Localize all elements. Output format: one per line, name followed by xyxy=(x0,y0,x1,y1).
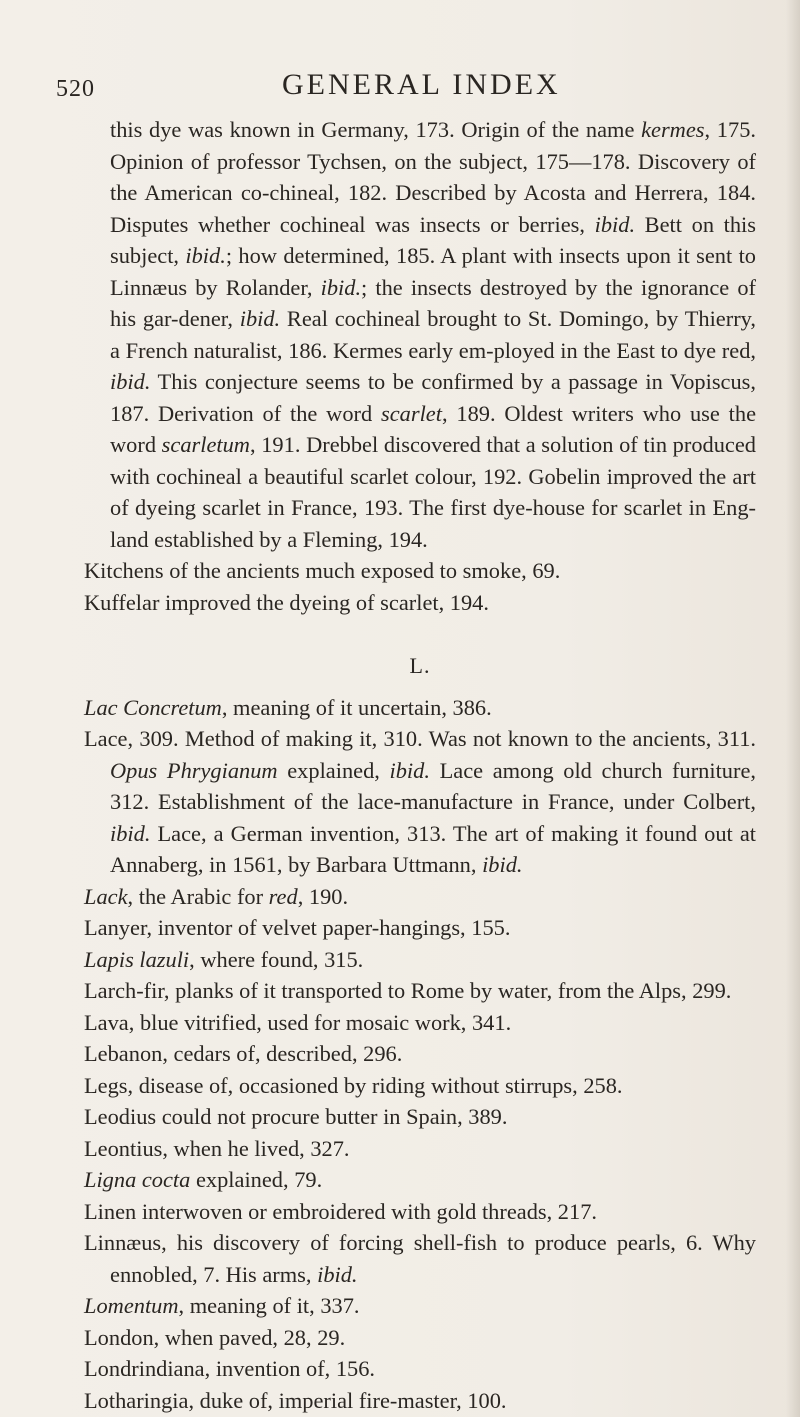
entry-italic-text: ibid. xyxy=(185,243,226,268)
entry-italic-text: ibid. xyxy=(320,274,362,300)
index-entry xyxy=(84,912,756,944)
entry-text: , 189. Oldest writers who use the word xyxy=(110,400,757,457)
index-entry xyxy=(84,1196,756,1228)
entry-text: , the Arabic for xyxy=(127,883,269,909)
index-entry xyxy=(84,1038,756,1070)
index-entry xyxy=(84,975,756,1007)
index-entry xyxy=(84,587,756,619)
entry-text: Bett on this subject, xyxy=(110,211,756,268)
entry-text: London, when paved, 28, 29. xyxy=(84,1324,346,1350)
entry-text: Lanyer, inventor of velvet paper-hangings, 155. xyxy=(84,915,511,940)
page-header xyxy=(56,68,746,112)
entry-italic-text: scarletum xyxy=(161,432,250,457)
entry-text: Leontius, when he lived, 327. xyxy=(84,1135,350,1161)
index-entry xyxy=(84,1227,756,1290)
index-entry xyxy=(84,555,756,587)
index-entry xyxy=(84,944,756,976)
index-section-k xyxy=(84,114,756,618)
entry-italic-text: ibid. xyxy=(594,211,636,237)
index-entry xyxy=(84,1164,756,1196)
entry-text: Leodius could not procure butter in Spain, 389. xyxy=(84,1104,508,1129)
entry-text: , 175. Opinion of professor Tychsen, on the subject, 175—178. Discovery of the American co-chineal, 182. Described by Acosta and Herrera, 184. Disputes whether cochineal was insects or berries, xyxy=(110,117,756,237)
page-edge-shadow xyxy=(786,0,800,1417)
entry-italic-text: ibid. xyxy=(239,306,281,331)
entry-text: ; how determined, 185. A plant with insects upon it sent to Linnæus by Rolander, xyxy=(110,243,756,300)
index-entry xyxy=(84,1007,756,1039)
index-entry xyxy=(84,1101,756,1133)
entry-italic-text: ibid. xyxy=(317,1261,358,1287)
entry-text: This conjecture seems to be confirmed by a passage in Vopiscus, 187. Derivation of the word xyxy=(110,369,756,426)
entry-italic-text: Lac Concretum xyxy=(84,694,222,720)
entry-text: , 191. Drebbel discovered that a solution of tin produced with cochineal a beautiful scarlet colour, 192. Gobelin improved the art of dyeing scarlet in France, 193. The first dye-house for scarlet in Eng-land established by a Fleming, 194. xyxy=(110,432,756,552)
index-entry xyxy=(84,723,756,881)
entry-italic-text: ibid. xyxy=(389,757,430,783)
entry-italic-text: ibid. xyxy=(482,852,523,877)
entry-text: Lace, a German invention, 313. The art of making it found out at Annaberg, in 1561, by Barbara Uttmann, xyxy=(110,820,756,877)
entry-text: Londrindiana, invention of, 156. xyxy=(84,1356,376,1381)
entry-italic-text: Lomentum xyxy=(84,1293,179,1318)
entry-italic-text: Lapis lazuli xyxy=(84,946,190,972)
entry-italic-text: ibid. xyxy=(110,820,151,846)
entry-text: Lace, 309. Method of making it, 310. Was not known to the ancients, 311. xyxy=(84,726,756,751)
entry-text: Linnæus, his discovery of forcing shell-fish to produce pearls, 6. Why ennobled, 7. His arms, xyxy=(84,1230,756,1287)
entry-text: explained, xyxy=(277,757,390,783)
entry-text: explained, 79. xyxy=(190,1167,323,1192)
entry-text: ; the insects destroyed by the ignorance of his gar-dener, xyxy=(110,274,756,331)
index-entry xyxy=(84,692,756,724)
entry-italic-text: scarlet xyxy=(381,400,442,426)
entry-text: Lotharingia, duke of, imperial fire-master, 100. xyxy=(84,1387,507,1413)
entry-italic-text: red xyxy=(268,883,298,909)
entry-text: Kuffelar improved the dyeing of scarlet, 194. xyxy=(84,589,489,615)
index-entry xyxy=(84,1070,756,1102)
running-head: GENERAL INDEX xyxy=(282,68,561,101)
entry-text: Lebanon, cedars of, described, 296. xyxy=(84,1041,403,1066)
index-body xyxy=(84,114,756,1416)
section-letter: L. xyxy=(409,653,431,678)
entry-text: , where found, 315. xyxy=(189,946,364,972)
index-entry xyxy=(84,1290,756,1322)
entry-italic-text: kermes xyxy=(641,117,705,142)
entry-text: Lava, blue vitrified, used for mosaic work, 341. xyxy=(84,1009,512,1035)
entry-text: Real cochineal brought to St. Domingo, by Thierry, a French naturalist, 186. Kermes early em-ployed in the East to dye red, xyxy=(110,306,756,363)
entry-text: , meaning of it, 337. xyxy=(178,1293,360,1318)
entry-text: , meaning of it uncertain, 386. xyxy=(221,694,492,720)
index-entry xyxy=(84,114,756,555)
entry-text: this dye was known in Germany, 173. Origin of the name xyxy=(110,117,642,142)
entry-italic-text: Ligna cocta xyxy=(84,1167,191,1192)
entry-text: , 190. xyxy=(297,883,349,909)
entry-text: Linen interwoven or embroidered with gold threads, 217. xyxy=(84,1198,597,1224)
index-entry xyxy=(84,1353,756,1385)
entry-italic-text: ibid. xyxy=(110,369,151,394)
entry-text: Lace among old church furniture, 312. Establishment of the lace-manufacture in France, under Colbert, xyxy=(110,757,756,814)
index-section-l xyxy=(84,692,756,1417)
index-entry xyxy=(84,1385,756,1417)
entry-text: Legs, disease of, occasioned by riding without stirrups, 258. xyxy=(84,1072,623,1098)
entry-italic-text: Lack xyxy=(84,883,128,909)
page-number: 520 xyxy=(56,76,95,102)
index-entry xyxy=(84,881,756,913)
entry-text: Larch-fir, planks of it transported to Rome by water, from the Alps, 299. xyxy=(84,978,732,1003)
entry-text: Kitchens of the ancients much exposed to smoke, 69. xyxy=(84,558,561,583)
index-entry xyxy=(84,1322,756,1354)
index-entry xyxy=(84,1133,756,1165)
entry-italic-text: Opus Phrygianum xyxy=(110,757,278,783)
